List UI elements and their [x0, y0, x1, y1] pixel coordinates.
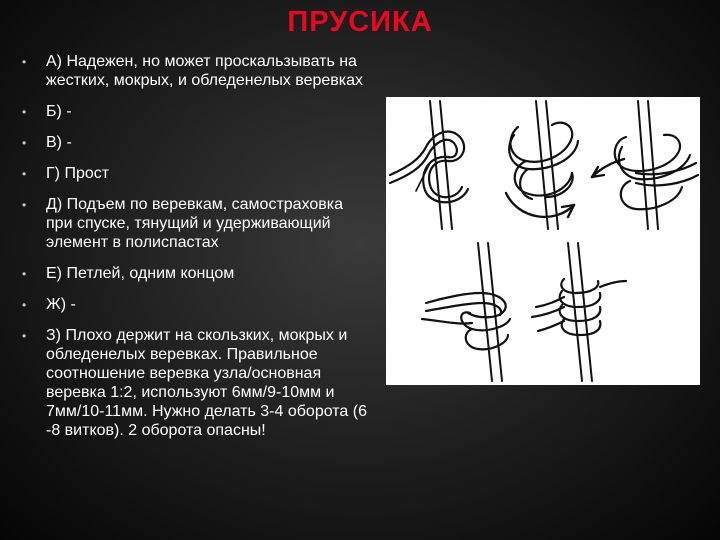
- main-rope-bottom-2: [568, 243, 592, 381]
- bullet-dot-icon: •: [22, 136, 27, 150]
- bullet-dot-icon: •: [22, 167, 27, 181]
- bullet-text: Д) Подъем по веревкам, самостраховка при спуске, тянущий и удерживающий элемент в полиспастах: [46, 196, 344, 251]
- bullet-text: З) Плохо держит на скользких, мокрых и обледенелых веревках. Правильное соотношение веревка узла/основная веревка 1:2, используют 6мм/9-10мм и 7мм/10-11мм. Нужно делать 3-4 оборота (6 -8 витков). 2 оборота опасны!: [46, 327, 367, 439]
- bullet-item-d: [22, 195, 372, 252]
- knot-step-5: [532, 279, 626, 335]
- bullet-item-e: [22, 264, 372, 283]
- bullet-text: А) Надежен, но может проскальзывать на жестких, мокрых, и обледенелых веревках: [46, 53, 364, 89]
- bullet-text: В) -: [46, 134, 72, 151]
- main-rope-bottom-1: [478, 243, 502, 381]
- bullet-list: [22, 52, 372, 452]
- bullet-text: Г) Прост: [46, 165, 110, 182]
- bullet-item-a: [22, 52, 372, 90]
- bullet-text: Б) -: [46, 103, 72, 120]
- bullet-dot-icon: •: [22, 298, 27, 312]
- slide-title: ПРУСИКА: [287, 6, 433, 38]
- bullet-item-v: [22, 133, 372, 152]
- bullet-item-zh: [22, 295, 372, 314]
- bullet-item-g: [22, 164, 372, 183]
- bullet-text: Е) Петлей, одним концом: [46, 265, 235, 282]
- bullet-item-b: [22, 102, 372, 121]
- prusik-knot-illustration: [386, 97, 700, 385]
- bullet-text: Ж) -: [46, 296, 76, 313]
- bullet-dot-icon: •: [22, 267, 27, 281]
- bullet-dot-icon: •: [22, 105, 27, 119]
- knot-step-1: [390, 132, 468, 203]
- prusik-knot-tying-steps-icon: [386, 97, 700, 385]
- bullet-dot-icon: •: [22, 55, 27, 69]
- bullet-dot-icon: •: [22, 198, 27, 212]
- bullet-item-z: [22, 326, 372, 440]
- bullet-dot-icon: •: [22, 329, 27, 343]
